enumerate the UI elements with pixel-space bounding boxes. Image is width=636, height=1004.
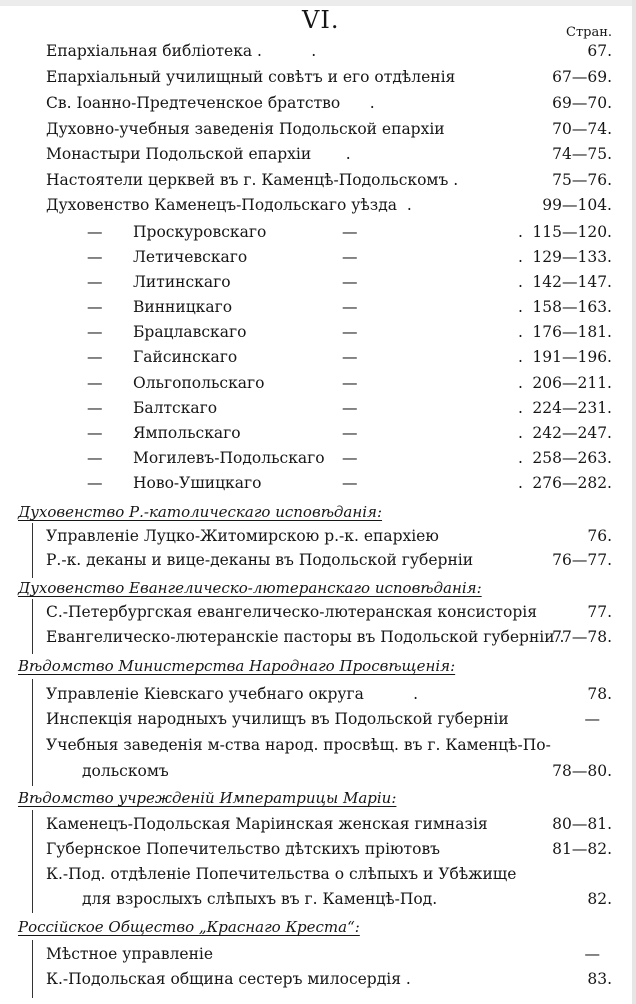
entry-pages: 142—147. (532, 273, 612, 291)
toc-entry[interactable] (46, 865, 612, 889)
section-bracket (32, 940, 33, 998)
toc-entry[interactable] (46, 710, 612, 734)
entry-pages: 83. (587, 970, 612, 988)
ditto-dash: — (342, 474, 358, 492)
leader-dot: . (518, 298, 523, 316)
district-entry[interactable] (87, 248, 612, 272)
entry-pages: 75—76. (552, 171, 612, 189)
district-entry[interactable] (87, 399, 612, 423)
entry-title: Р.-к. деканы и вице-деканы въ Подольской губерніи (46, 551, 474, 569)
toc-entry[interactable] (46, 551, 612, 575)
ditto-dash: — (342, 449, 358, 467)
district-name: Летичевскаго (133, 248, 248, 266)
district-name: Балтскаго (133, 399, 218, 417)
entry-title: Учебныя заведенія м-ства народ. просвѣщ. въ г. Каменцѣ-По- (46, 736, 551, 754)
entry-title: Губернское Попечительство дѣтскихъ пріютовъ (46, 840, 441, 858)
ditto-dash: — (342, 273, 358, 291)
entry-pages: 69—70. (552, 94, 612, 112)
district-name: Литинскаго (133, 273, 231, 291)
entry-pages: 74—75. (552, 145, 612, 163)
pages-column-header: Стран. (566, 25, 613, 40)
scan-edge-right (632, 0, 636, 1004)
district-entry[interactable] (87, 223, 612, 247)
district-entry[interactable] (87, 449, 612, 473)
entry-pages: 224—231. (532, 399, 612, 417)
entry-pages: 158—163. (532, 298, 612, 316)
leader-dot: . (518, 449, 523, 467)
entry-pages: 82. (587, 890, 612, 908)
page-number: VI. (302, 6, 340, 34)
ditto-dash: — (87, 273, 103, 291)
ditto-dash: — (342, 374, 358, 392)
entry-pages: 276—282. (532, 474, 612, 492)
toc-entry[interactable] (46, 68, 612, 92)
leader-dot: . (518, 273, 523, 291)
toc-entry[interactable] (46, 815, 612, 839)
entry-pages: 70—74. (552, 120, 612, 138)
toc-entry[interactable] (46, 42, 612, 66)
ditto-dash: — (87, 348, 103, 366)
entry-pages: 77—78. (552, 628, 612, 646)
toc-entry[interactable] (46, 527, 612, 551)
entry-title: Мѣстное управленіе (46, 945, 214, 963)
toc-entry-continuation[interactable] (46, 890, 612, 914)
ditto-dash: — (87, 399, 103, 417)
district-entry[interactable] (87, 424, 612, 448)
entry-pages: 99—104. (542, 196, 612, 214)
section-bracket (32, 599, 33, 654)
entry-title: Настоятели церквей въ г. Каменцѣ-Подольскомъ . (46, 171, 459, 189)
entry-pages: 242—247. (532, 424, 612, 442)
toc-entry[interactable] (46, 120, 612, 144)
entry-pages: 76—77. (552, 551, 612, 569)
entry-pages: 67. (587, 42, 612, 60)
entry-title: дольскомъ (82, 762, 169, 780)
entry-title: Духовенство Каменецъ-Подольскаго уѣзда . (46, 196, 412, 214)
ditto-dash: — (87, 248, 103, 266)
leader-dot: . (518, 223, 523, 241)
entry-title: для взрослыхъ слѣпыхъ въ г. Каменцѣ-Под. (82, 890, 438, 908)
entry-title: Епархіальный училищный совѣтъ и его отдѣленія (46, 68, 456, 86)
entry-title: Св. Іоанно-Предтеченское братство . (46, 94, 375, 112)
toc-entry-continuation[interactable] (46, 762, 612, 786)
district-entry[interactable] (87, 374, 612, 398)
entry-title: Инспекція народныхъ училищъ въ Подольской губерніи (46, 710, 509, 728)
entry-pages: 206—211. (532, 374, 612, 392)
entry-pages: 176—181. (532, 323, 612, 341)
toc-entry[interactable] (46, 196, 612, 220)
entry-title: Епархіальная библіотека . . (46, 42, 317, 60)
leader-dot: . (518, 374, 523, 392)
ditto-dash: — (87, 474, 103, 492)
section-bracket (32, 810, 33, 913)
entry-pages: — (584, 945, 600, 963)
district-name: Ново-Ушицкаго (133, 474, 262, 492)
entry-title: Каменецъ-Подольская Маріинская женская гимназія (46, 815, 488, 833)
leader-dot: . (518, 348, 523, 366)
leader-dot: . (518, 248, 523, 266)
district-entry[interactable] (87, 298, 612, 322)
ditto-dash: — (87, 223, 103, 241)
toc-entry[interactable] (46, 171, 612, 195)
ditto-dash: — (87, 424, 103, 442)
entry-pages: 129—133. (532, 248, 612, 266)
ditto-dash: — (342, 348, 358, 366)
toc-entry[interactable] (46, 145, 612, 169)
ditto-dash: — (342, 298, 358, 316)
section-heading-text: Духовенство Р.-католическаго исповѣданія: (18, 503, 383, 521)
section-heading-text: Духовенство Евангелическо-лютеранскаго исповѣданія: (18, 579, 482, 597)
entry-title: Монастыри Подольской епархіи . (46, 145, 351, 163)
ditto-dash: — (87, 449, 103, 467)
toc-entry[interactable] (46, 603, 612, 627)
toc-entry[interactable] (46, 736, 612, 760)
entry-pages: 191—196. (532, 348, 612, 366)
entry-pages: 76. (587, 527, 612, 545)
leader-dot: . (518, 399, 523, 417)
district-entry[interactable] (87, 273, 612, 297)
district-name: Брацлавскаго (133, 323, 247, 341)
ditto-dash: — (342, 424, 358, 442)
entry-title: К.-Под. отдѣленіе Попечительства о слѣпыхъ и Убѣжище (46, 865, 517, 883)
ditto-dash: — (87, 323, 103, 341)
district-name: Ольгопольскаго (133, 374, 265, 392)
district-entry[interactable] (87, 323, 612, 347)
toc-entry[interactable] (46, 970, 612, 994)
district-name: Гайсинскаго (133, 348, 238, 366)
district-entry[interactable] (87, 474, 612, 498)
district-entry[interactable] (87, 348, 612, 372)
section-bracket (32, 523, 33, 578)
entry-title: Духовно-учебныя заведенія Подольской епархіи (46, 120, 445, 138)
entry-pages: 67—69. (552, 68, 612, 86)
ditto-dash: — (342, 399, 358, 417)
entry-pages: 81—82. (552, 840, 612, 858)
section-heading-text: Россійское Общество „Краснаго Креста“: (18, 918, 360, 936)
section-bracket (32, 679, 33, 786)
leader-dot: . (518, 474, 523, 492)
toc-entry[interactable] (46, 945, 612, 969)
entry-title: Евангелическо-лютеранскіе пасторы въ Подольской губерніи . (46, 628, 565, 646)
toc-entry[interactable] (46, 628, 612, 652)
district-name: Проскуровскаго (133, 223, 267, 241)
section-heading-text: Вѣдомство Министерства Народнаго Просвѣщенія: (18, 657, 456, 675)
ditto-dash: — (87, 374, 103, 392)
entry-pages: 77. (587, 603, 612, 621)
toc-entry[interactable] (46, 840, 612, 864)
ditto-dash: — (87, 298, 103, 316)
entry-title: Управленіе Кіевскаго учебнаго округа . (46, 685, 419, 703)
entry-pages: — (584, 710, 600, 728)
section-heading-text: Вѣдомство учрежденій Императрицы Маріи: (18, 789, 397, 807)
entry-pages: 78. (587, 685, 612, 703)
toc-entry[interactable] (46, 685, 612, 709)
district-name: Ямпольскаго (133, 424, 241, 442)
ditto-dash: — (342, 248, 358, 266)
entry-title: Управленіе Луцко-Житомирскою р.-к. епархіею (46, 527, 439, 545)
entry-pages: 115—120. (532, 223, 612, 241)
ditto-dash: — (342, 223, 358, 241)
entry-pages: 258—263. (532, 449, 612, 467)
entry-title: К.-Подольская община сестеръ милосердія . (46, 970, 411, 988)
leader-dot: . (518, 424, 523, 442)
district-name: Могилевъ-Подольскаго (133, 449, 325, 467)
entry-title: С.-Петербургская евангелическо-лютеранская консисторія (46, 603, 537, 621)
district-name: Винницкаго (133, 298, 233, 316)
toc-entry[interactable] (46, 94, 612, 118)
ditto-dash: — (342, 323, 358, 341)
entry-pages: 80—81. (552, 815, 612, 833)
entry-pages: 78—80. (552, 762, 612, 780)
leader-dot: . (518, 323, 523, 341)
